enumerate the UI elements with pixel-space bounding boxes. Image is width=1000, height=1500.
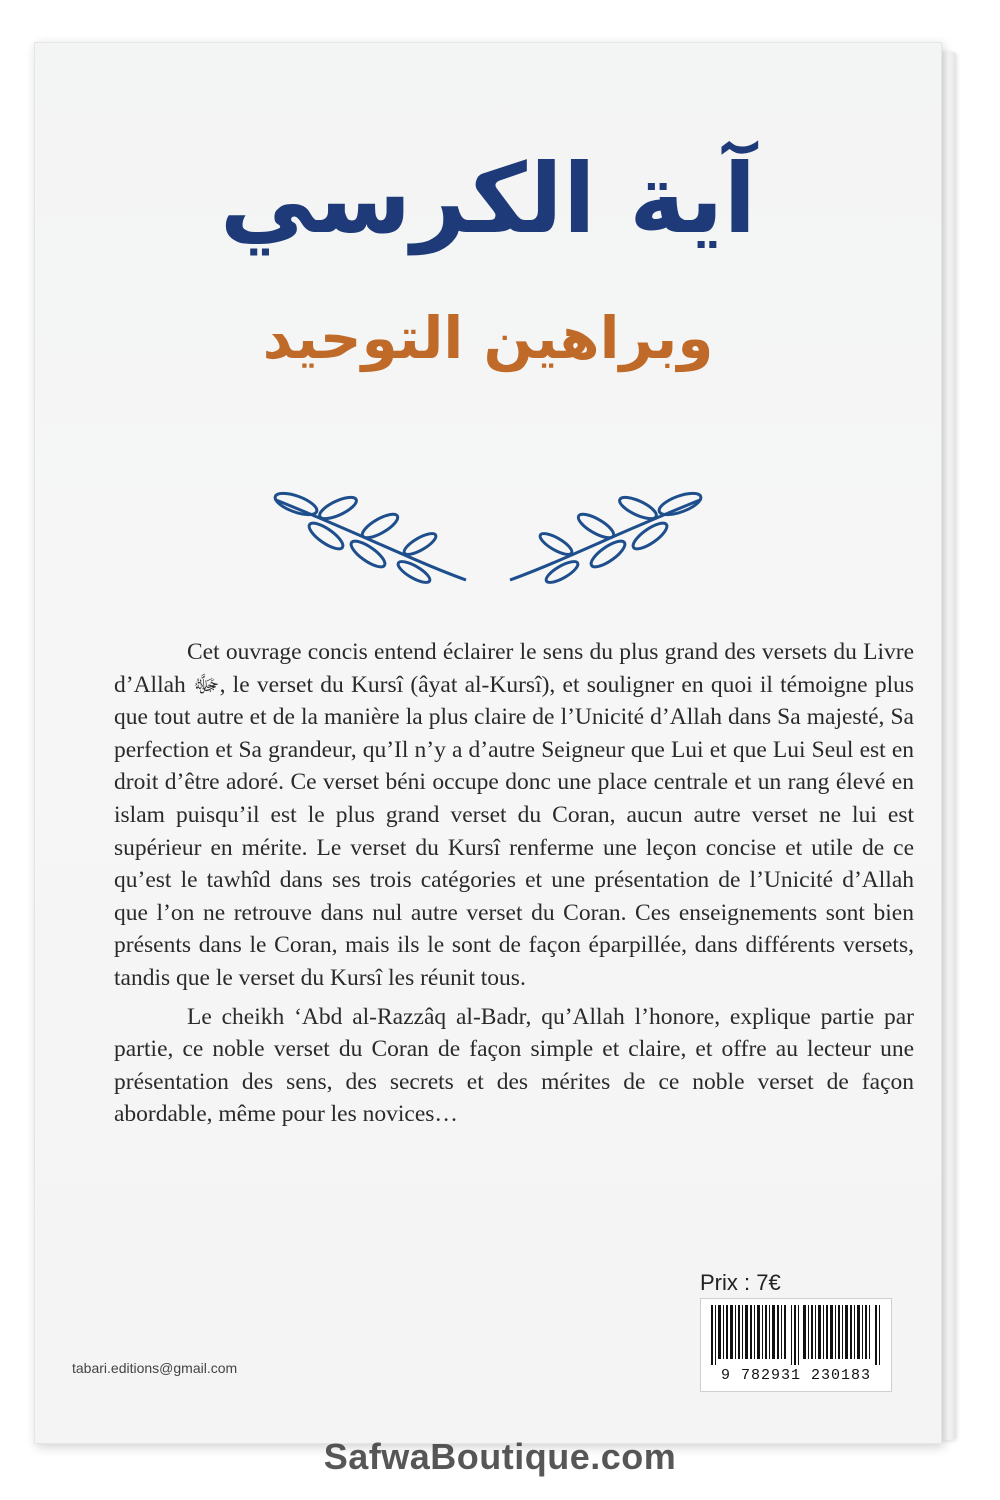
arabic-title: آية الكرسي xyxy=(219,143,757,255)
isbn-barcode xyxy=(700,1298,892,1392)
shop-watermark: SafwaBoutique.com xyxy=(323,1436,677,1477)
arabic-subtitle: وبراهين التوحيد xyxy=(262,304,714,372)
book-back-cover xyxy=(34,42,942,1444)
description-paragraph: Cet ouvrage concis entend éclairer le sens du plus grand des versets du Livre d’Allah ﷻ, le verset du Kursî (âyat al-Kursî), et souligner en quoi il témoigne plus que tout autre et de la manière la plus claire de l’Unicité d’Allah dans Sa majesté, Sa perfection et Sa grandeur, qu’Il n’y a d’autre Seigneur que Lui et que Lui Seul est en droit d’être adoré. Ce verset béni occupe donc une place centrale et un rang élevé en islam puisqu’il est le plus grand verset du Coran, aucun autre verset ne lui est supérieur en mérite. Le verset du Kursî renferme une leçon concise et utile de ce qu’est le tawhîd dans ses trois catégories et une présentation de l’Unicité d’Allah que l’on ne retrouve dans nul autre verset du Coran. Ces enseignements sont bien présents dans le Coran, mais ils le sont de façon éparpillée, dans différents versets, tandis que le verset du Kursî les réunit tous. xyxy=(114,639,914,991)
publisher-email: tabari.editions@gmail.com xyxy=(72,1360,238,1376)
laurel-branches-icon xyxy=(256,482,720,592)
isbn-digits: 9 782931 230183 xyxy=(720,1367,872,1384)
back-cover-description xyxy=(114,636,914,1137)
price-label: Prix : 7€ xyxy=(700,1270,781,1295)
description-paragraph: Le cheikh ‘Abd al-Razzâq al-Badr, qu’Allah l’honore, explique partie par partie, ce noble verset du Coran de façon simple et claire, et offre au lecteur une présentation des sens, des secrets et des mérites de ce noble verset de façon abordable, même pour les novices… xyxy=(114,1003,914,1128)
barcode-bars-icon xyxy=(709,1305,883,1365)
